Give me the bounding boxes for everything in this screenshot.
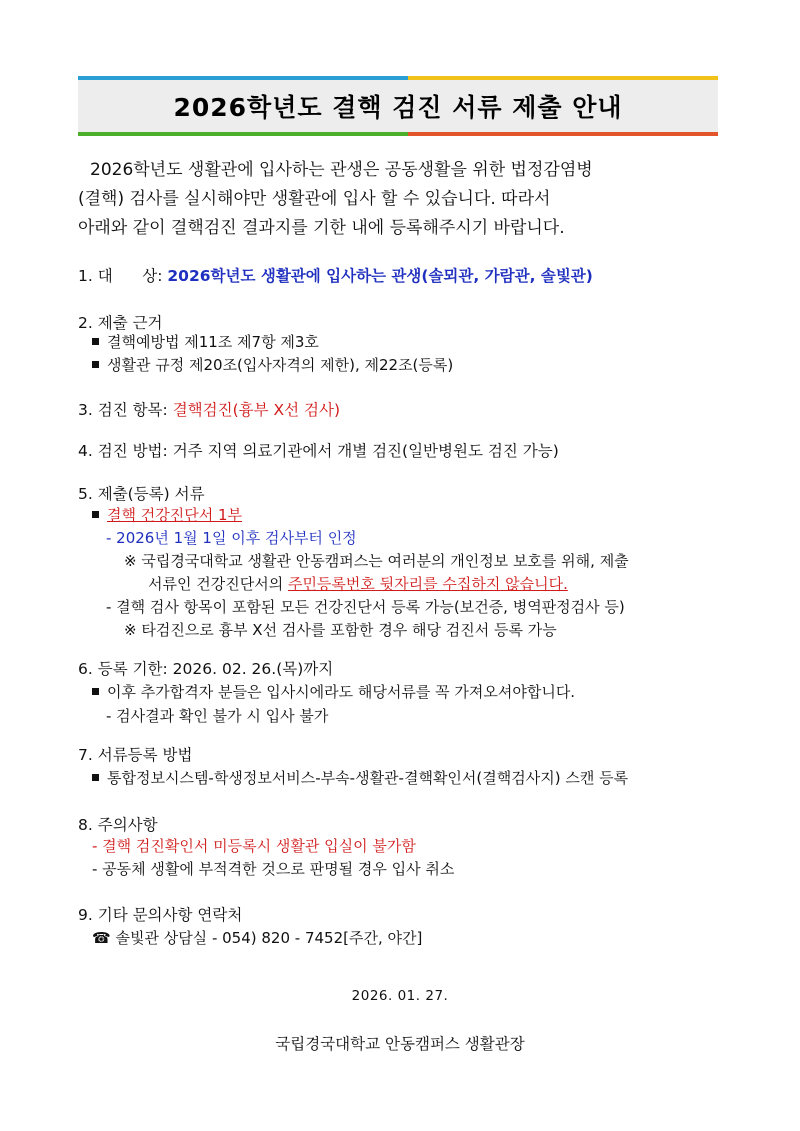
section-1-label: 1. 대 상: [78,267,163,285]
title-banner [78,76,718,136]
section-9-contact [92,926,422,950]
section-1-target [78,264,738,288]
document-date: 2026. 01. 27. [351,988,449,1004]
section-3-label: 3. 검진 항목: [78,401,168,419]
section-7-item [92,766,628,790]
section-2-item-2-text: 생활관 규정 제20조(입사자격의 제한), 제22조(등록) [107,356,454,374]
square-bullet-icon [92,338,99,345]
intro-line-1: 2026학년도 생활관에 입사하는 관생은 공동생활을 위한 법정감염병 [90,160,593,180]
phone-icon: ☎ [92,929,111,947]
section-8-item-1: - 결핵 검진확인서 미등록시 생활관 입실이 불가함 [92,837,416,855]
square-bullet-icon [92,361,99,368]
section-5-heading: 5. 제출(등록) 서류 [78,485,205,503]
section-5-note-1a: ※ 국립경국대학교 생활관 안동캠퍼스는 여러분의 개인정보 보호를 위해, 제출 [124,552,629,570]
section-5-note-1b-highlight: 주민등록번호 뒷자리를 수집하지 않습니다. [287,575,568,593]
section-2-item-1-text: 결핵예방법 제11조 제7항 제3호 [107,333,319,351]
section-4-value: 거주 지역 의료기관에서 개별 검진(일반병원도 검진 가능) [172,442,559,460]
title-background [78,80,718,132]
section-2-item-1 [92,330,319,354]
intro-paragraph [78,156,722,243]
square-bullet-icon [92,688,99,695]
section-1-value: 2026학년도 생활관에 입사하는 관생(솔뫼관, 가람관, 솔빛관) [167,267,593,285]
section-5-note-1b-prefix: 서류인 건강진단서의 [148,575,288,593]
section-5-note-2: ※ 타검진으로 흉부 X선 검사를 포함한 경우 해당 검진서 등록 가능 [124,621,557,639]
section-7-item-text: 통합정보시스템-학생정보서비스-부속-생활관-결핵확인서(결핵검사지) 스캔 등록 [107,769,629,787]
section-5-note-1b [148,572,568,596]
signature: 국립경국대학교 안동캠퍼스 생활관장 [275,1035,525,1053]
section-2-item-2 [92,353,453,377]
section-4-exam-method [78,439,738,463]
section-6-sub: - 검사결과 확인 불가 시 입사 불가 [106,707,329,725]
section-2-heading: 2. 제출 근거 [78,314,163,332]
section-8-item-2: - 공동체 생활에 부적격한 것으로 판명될 경우 입사 취소 [92,860,455,878]
section-5-sub-1: - 2026년 1월 1일 이후 검사부터 인정 [106,529,357,547]
page-title: 2026학년도 결핵 검진 서류 제출 안내 [173,93,623,122]
title-bottom-bar-green [78,132,408,136]
section-6-item [92,680,575,704]
section-7-heading: 7. 서류등록 방법 [78,746,193,764]
section-6-heading: 6. 등록 기한: 2026. 02. 26.(목)까지 [78,660,334,678]
section-4-label: 4. 검진 방법: [78,442,168,460]
section-8-heading: 8. 주의사항 [78,816,158,834]
section-5-item-text: 결핵 건강진단서 1부 [107,506,243,524]
section-9-contact-text: 솔빛관 상담실 - 054) 820 - 7452[주간, 야간] [115,929,423,947]
intro-line-3: 아래와 같이 결핵검진 결과지를 기한 내에 등록해주시기 바랍니다. [78,218,565,238]
section-5-sub-2: - 결핵 검사 항목이 포함된 모든 건강진단서 등록 가능(보건증, 병역판정검사 등) [106,598,625,616]
section-3-exam-item [78,398,738,422]
section-5-item [92,503,242,527]
title-bottom-bar-orange [408,132,718,136]
intro-line-2: (결핵) 검사를 실시해야만 생활관에 입사 할 수 있습니다. 따라서 [78,189,551,209]
section-3-value: 결핵검진(흉부 X선 검사) [172,401,341,419]
section-6-item-text: 이후 추가합격자 분들은 입사시에라도 해당서류를 꼭 가져오셔야합니다. [107,683,576,701]
square-bullet-icon [92,774,99,781]
square-bullet-icon [92,511,99,518]
section-9-heading: 9. 기타 문의사항 연락처 [78,906,243,924]
